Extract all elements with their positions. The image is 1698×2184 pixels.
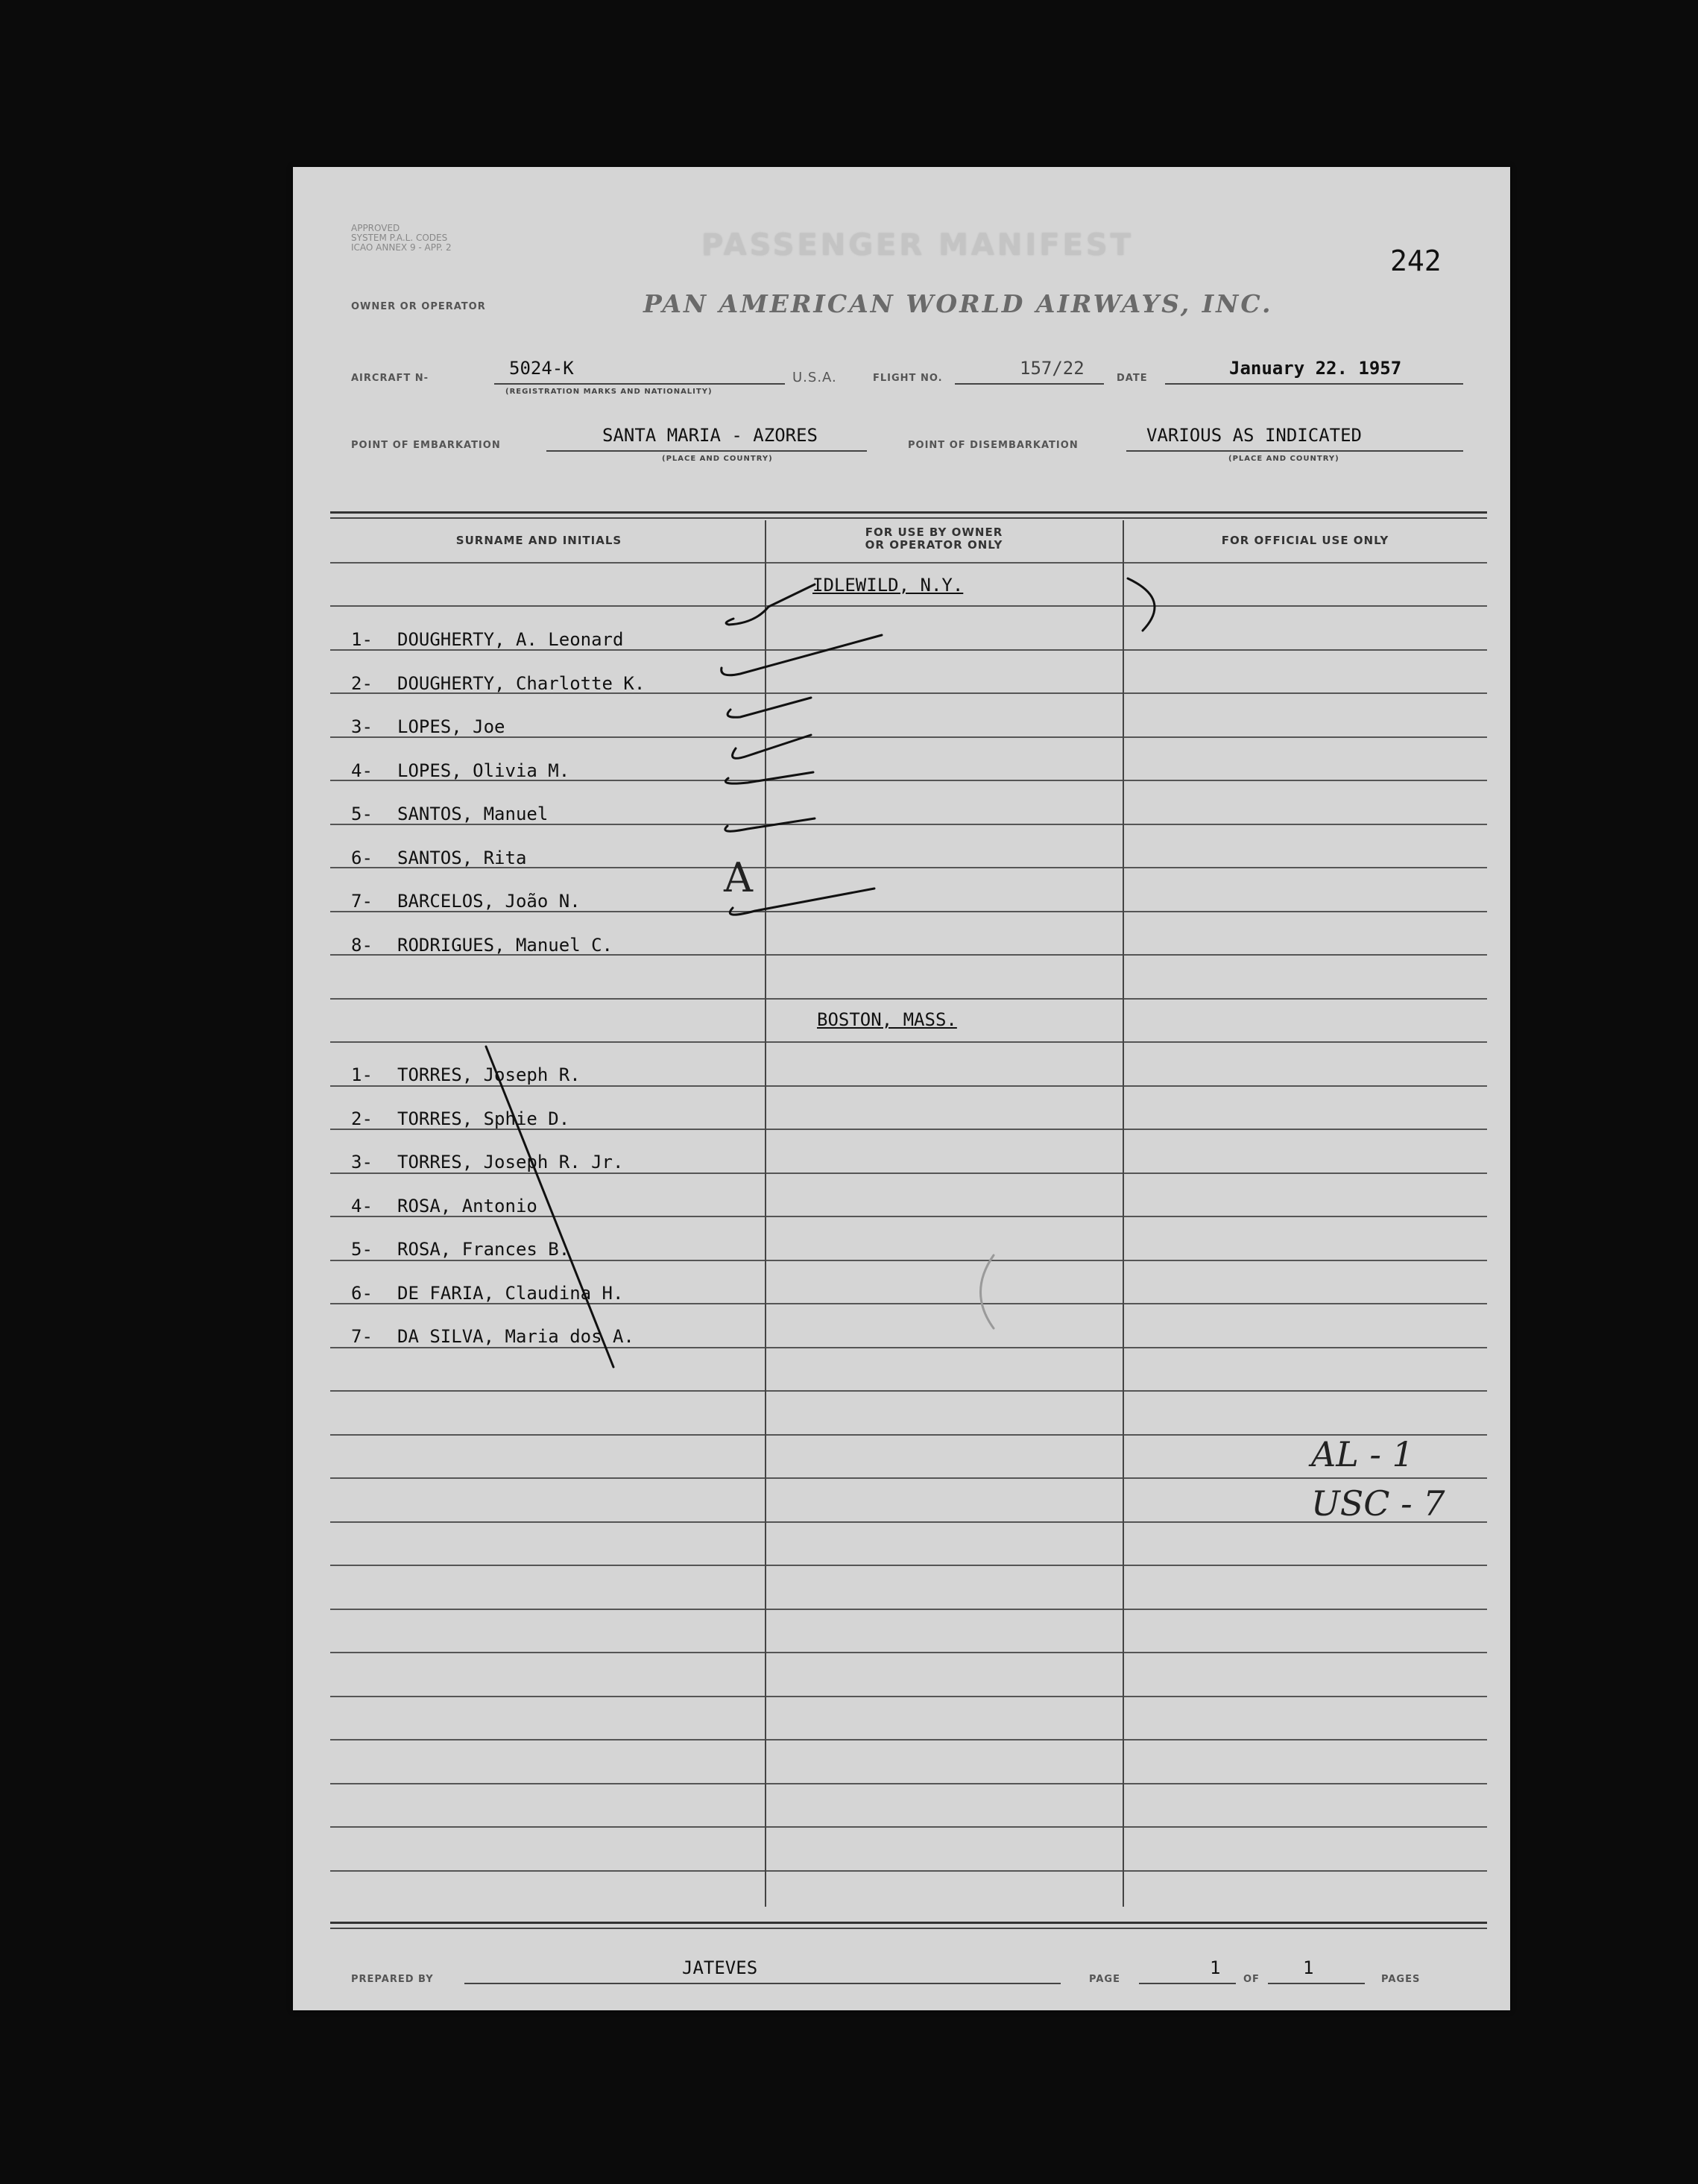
passenger-number: 6-: [351, 1283, 373, 1304]
passenger-name: LOPES, Olivia M.: [397, 760, 570, 781]
col-owner-line: FOR USE BY OWNER: [865, 526, 1003, 539]
tally-al: AL - 1: [1311, 1434, 1414, 1474]
passenger-name: TORRES, Joseph R.: [397, 1064, 581, 1085]
passenger-name: SANTOS, Rita: [397, 848, 527, 868]
disembark-value: VARIOUS AS INDICATED: [1146, 425, 1362, 446]
usa-label: U.S.A.: [792, 370, 837, 385]
passenger-number: 1-: [351, 1064, 373, 1085]
pages-label: PAGES: [1381, 1974, 1421, 1985]
passenger-number: 2-: [351, 673, 373, 694]
passenger-name: DA SILVA, Maria dos A.: [397, 1326, 634, 1347]
aircraft-label: AIRCRAFT N-: [351, 373, 429, 384]
disembark-sub: (PLACE AND COUNTRY): [1228, 455, 1339, 463]
prepared-label: PREPARED BY: [351, 1974, 434, 1985]
passenger-name: RODRIGUES, Manuel C.: [397, 935, 613, 956]
of-label: OF: [1243, 1974, 1260, 1985]
passenger-number: 6-: [351, 848, 373, 868]
destination-idlewild: IDLEWILD, N.Y.: [812, 575, 964, 596]
approval-line: ICAO ANNEX 9 - APP. 2: [351, 242, 452, 253]
aircraft-sub: (REGISTRATION MARKS AND NATIONALITY): [505, 388, 713, 396]
date-label: DATE: [1117, 373, 1148, 384]
passenger-number: 3-: [351, 1152, 373, 1173]
passenger-name: ROSA, Antonio: [397, 1196, 537, 1216]
passenger-number: 4-: [351, 760, 373, 781]
passenger-name: DOUGHERTY, A. Leonard: [397, 629, 624, 650]
passenger-name: DE FARIA, Claudina H.: [397, 1283, 624, 1304]
approval-line: SYSTEM P.A.L. CODES: [351, 233, 448, 243]
date-value: January 22. 1957: [1229, 358, 1402, 379]
owner-label: OWNER OR OPERATOR: [351, 301, 486, 312]
approval-line: APPROVED: [351, 223, 400, 233]
passenger-name: BARCELOS, João N.: [397, 891, 581, 912]
passenger-number: 7-: [351, 891, 373, 912]
passenger-name: TORRES, Joseph R. Jr.: [397, 1152, 624, 1173]
passenger-number: 2-: [351, 1108, 373, 1129]
passenger-name: TORRES, Sphie D.: [397, 1108, 570, 1129]
destination-boston: BOSTON, MASS.: [817, 1009, 957, 1030]
passenger-name: DOUGHERTY, Charlotte K.: [397, 673, 646, 694]
embark-value: SANTA MARIA - AZORES: [602, 425, 818, 446]
flight-value: 157/22: [1020, 358, 1085, 379]
passenger-name: LOPES, Joe: [397, 716, 505, 737]
embark-label: POINT OF EMBARKATION: [351, 440, 501, 451]
passenger-number: 4-: [351, 1196, 373, 1216]
of-value: 1: [1303, 1957, 1314, 1978]
embark-sub: (PLACE AND COUNTRY): [662, 455, 773, 463]
tally-usc: USC - 7: [1311, 1483, 1445, 1524]
flight-label: FLIGHT NO.: [873, 373, 943, 384]
disembark-label: POINT OF DISEMBARKATION: [908, 440, 1079, 451]
passenger-number: 1-: [351, 629, 373, 650]
passenger-number: 7-: [351, 1326, 373, 1347]
col-official-header: FOR OFFICIAL USE ONLY: [1221, 534, 1389, 547]
page-value: 1: [1210, 1957, 1221, 1978]
operator-name: PAN AMERICAN WORLD AIRWAYS, INC.: [643, 289, 1273, 318]
passenger-name: SANTOS, Manuel: [397, 804, 549, 824]
passenger-name: ROSA, Frances B.: [397, 1239, 570, 1260]
handwritten-checkmarks: [293, 167, 1510, 2010]
col-owner-line: OR OPERATOR ONLY: [865, 538, 1003, 552]
passenger-number: 8-: [351, 935, 373, 956]
form-title: PASSENGER MANIFEST: [701, 228, 1134, 262]
barcelos-hand-mark: A: [724, 854, 753, 901]
page-number: 242: [1390, 244, 1442, 277]
page-label: PAGE: [1089, 1974, 1120, 1985]
passenger-number: 5-: [351, 1239, 373, 1260]
passenger-number: 5-: [351, 804, 373, 824]
prepared-value: JATEVES: [682, 1957, 758, 1978]
manifest-sheet: [293, 167, 1510, 2010]
passenger-number: 3-: [351, 716, 373, 737]
aircraft-value: 5024-K: [509, 358, 574, 379]
col-surname-header: SURNAME AND INITIALS: [455, 534, 622, 547]
